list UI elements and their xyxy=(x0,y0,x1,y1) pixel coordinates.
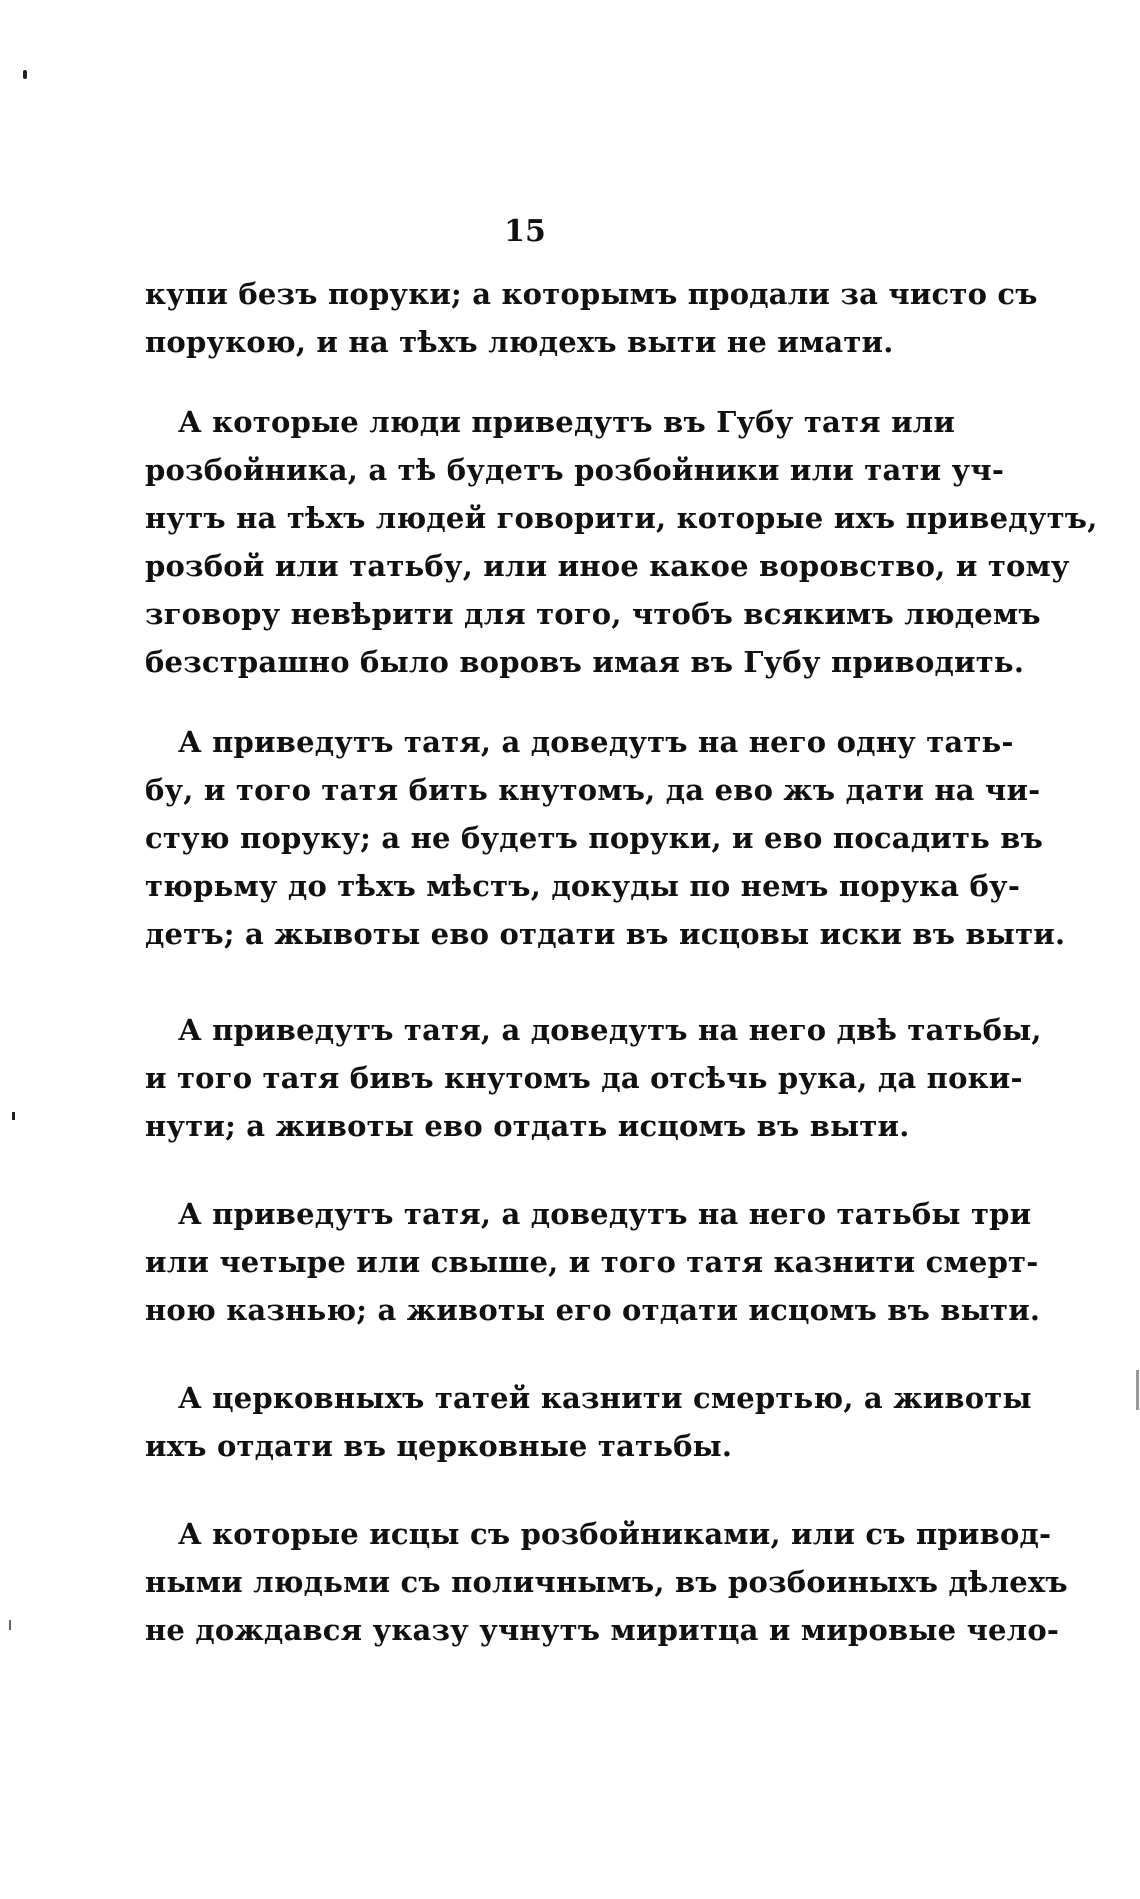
margin-speck xyxy=(12,1112,15,1120)
text-line: зговору невѣрити для того, чтобъ всякимъ людемъ xyxy=(145,597,1041,631)
text-line: нути; а животы ево отдать исцомъ въ выти. xyxy=(145,1109,910,1143)
text-line: ихъ отдати въ церковные татьбы. xyxy=(145,1429,733,1463)
margin-speck xyxy=(23,70,27,79)
text-line: и того татя бивъ кнутомъ да отсѣчь рука, да поки- xyxy=(145,1061,1023,1095)
text-line: детъ; а жывоты ево отдати въ исцовы иски въ выти. xyxy=(145,917,1066,951)
paragraph xyxy=(145,1190,1041,1334)
text-line: А которые исцы съ розбойниками, или съ привод- xyxy=(178,1517,1052,1551)
text-line: порукою, и на тѣхъ людехъ выти не имати. xyxy=(145,325,894,359)
paragraph xyxy=(145,398,1098,686)
paragraph xyxy=(145,718,1066,958)
text-line: купи безъ поруки; а которымъ продали за чисто съ xyxy=(145,277,1038,311)
text-line: ною казнью; а животы его отдати исцомъ въ выти. xyxy=(145,1293,1041,1327)
paragraph xyxy=(145,1006,1042,1150)
paragraph xyxy=(145,1374,1032,1470)
paragraph xyxy=(145,1510,1068,1654)
text-line: А приведутъ татя, а доведутъ на него одну тать- xyxy=(178,725,1014,759)
text-line: безстрашно было воровъ имая въ Губу приводить. xyxy=(145,645,1025,679)
text-line: бу, и того татя бить кнутомъ, да ево жъ дати на чи- xyxy=(145,773,1041,807)
text-line: А приведутъ татя, а доведутъ на него татьбы три xyxy=(178,1197,1032,1231)
text-line: не дождався указу учнутъ миритца и мировые чело- xyxy=(145,1613,1060,1647)
text-line: ными людьми съ поличнымъ, въ розбоиныхъ дѣлехъ xyxy=(145,1565,1068,1599)
text-line: розбойника, а тѣ будетъ розбойники или тати уч- xyxy=(145,453,1005,487)
text-line: розбой или татьбу, или иное какое воровство, и тому xyxy=(145,549,1070,583)
text-line: или четыре или свыше, и того татя казнити смерт- xyxy=(145,1245,1039,1279)
text-line: А церковныхъ татей казнити смертью, а животы xyxy=(178,1381,1032,1415)
text-line: А приведутъ татя, а доведутъ на него двѣ татьбы, xyxy=(178,1013,1042,1047)
text-line: стую поруку; а не будетъ поруки, и ево посадить въ xyxy=(145,821,1044,855)
page-number: 15 xyxy=(504,214,546,249)
text-line: нутъ на тѣхъ людей говорити, которые ихъ приведутъ, xyxy=(145,501,1098,535)
margin-speck xyxy=(9,1620,11,1630)
paragraph xyxy=(145,270,1038,366)
text-line: А которые люди приведутъ въ Губу татя или xyxy=(178,405,956,439)
text-line: тюрьму до тѣхъ мѣстъ, докуды по немъ порука бу- xyxy=(145,869,1021,903)
margin-speck xyxy=(1136,1370,1139,1410)
